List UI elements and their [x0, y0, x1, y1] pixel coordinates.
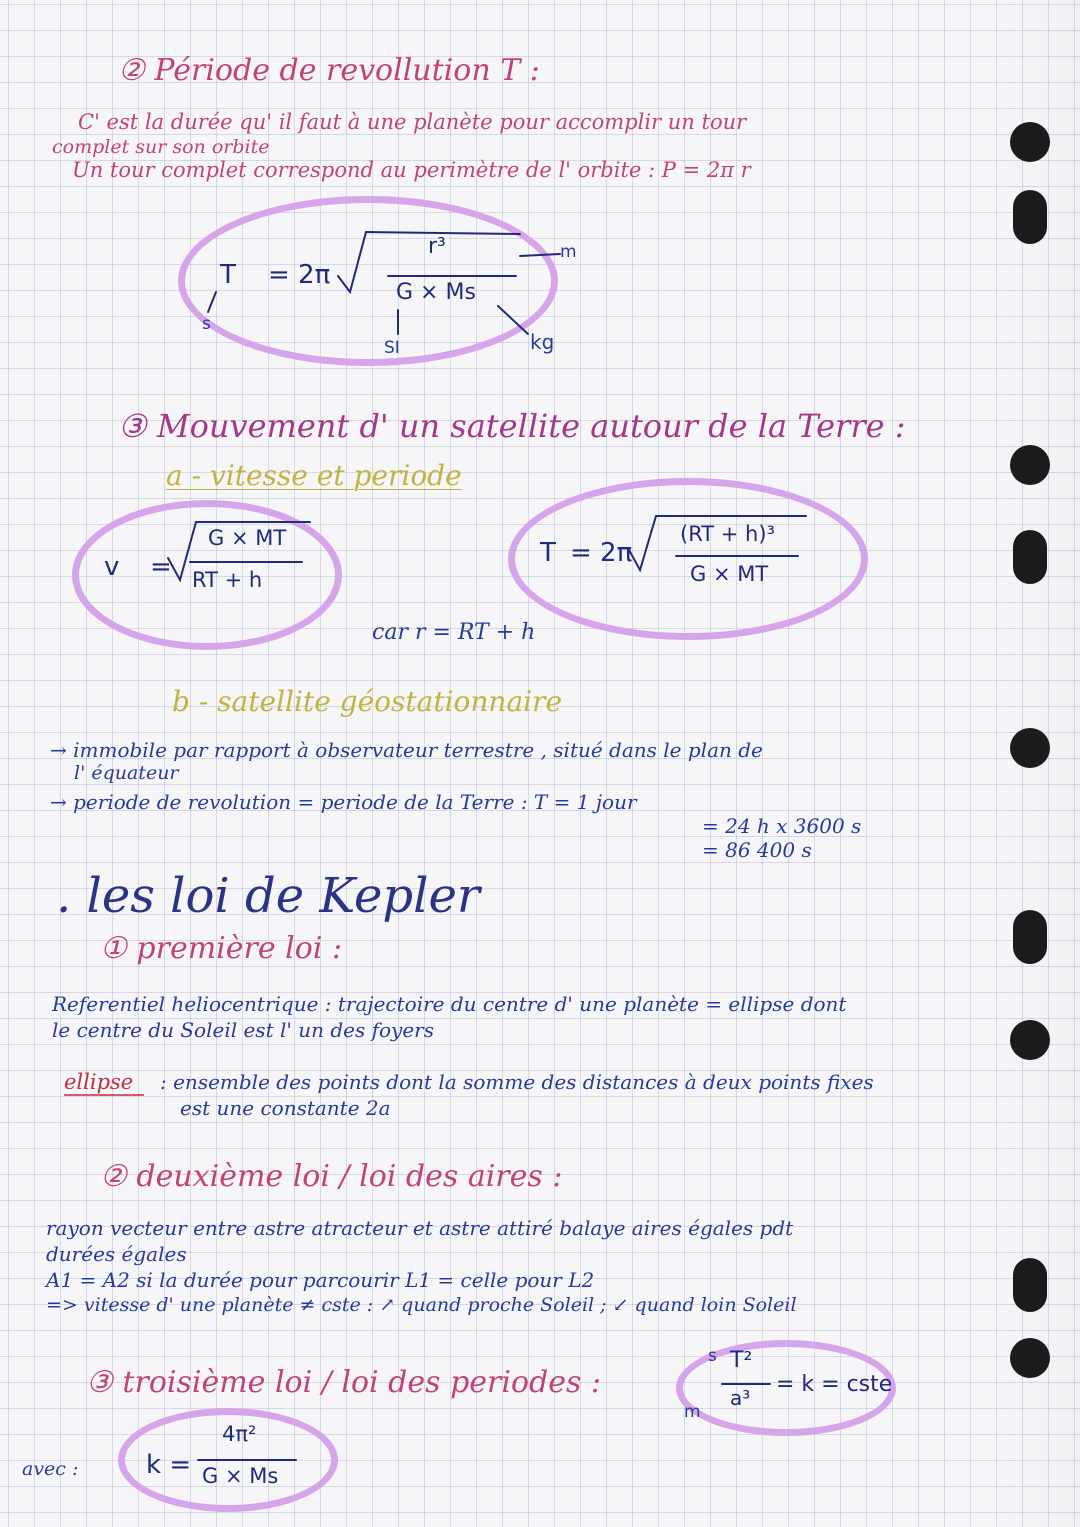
geo-line3: → periode de revolution = periode de la Terre : T = 1 jour [50, 790, 637, 814]
formula-v-den: RT + h [192, 568, 263, 592]
formula-T-lhs: T [220, 260, 236, 290]
law3-num: T² [730, 1348, 753, 1373]
kepler-law2-title: ② deuxième loi / loi des aires : [100, 1159, 563, 1194]
radical-T2 [628, 516, 806, 570]
unit-m: m [560, 242, 577, 262]
law2-line1: rayon vecteur entre astre atracteur et astre attiré balaye aires égales pdt [46, 1216, 794, 1240]
formula-T2-den: G × MT [690, 562, 769, 586]
unit-kg: kg [530, 330, 555, 354]
law3-rhs: = k = cste [776, 1372, 893, 1397]
ellipse-label: ellipse [64, 1070, 134, 1094]
law1-line2: le centre du Soleil est l' un des foyers [52, 1018, 434, 1042]
k-den: G × Ms [202, 1464, 279, 1488]
section3-sub-b: b - satellite géostationnaire [172, 685, 563, 718]
formula-T-num: r³ [428, 234, 446, 259]
unit-si: SI [384, 338, 400, 358]
geo-line2: l' équateur [74, 762, 179, 784]
formula-v-lhs: v [104, 552, 120, 582]
law2-line4: => vitesse d' une planète ≠ cste : ↗ quand proche Soleil ; ↙ quand loin Soleil [46, 1294, 797, 1316]
geo-line5: = 86 400 s [702, 838, 812, 862]
pointer-m [520, 254, 560, 256]
geo-line4: = 24 h x 3600 s [702, 814, 862, 838]
section2-line1: C' est la durée qu' il faut à une planète pour accomplir un tour [78, 110, 747, 134]
ellipse-line1: : ensemble des points dont la somme des distances à deux points fixes [160, 1070, 874, 1094]
law3-unit-m: m [684, 1402, 701, 1422]
law2-line3: A1 = A2 si la durée pour parcourir L1 = celle pour L2 [46, 1268, 595, 1292]
k-num: 4π² [222, 1422, 257, 1446]
formula-T-eq: = 2π [268, 260, 331, 290]
kepler-title: . les loi de Kepler [56, 868, 480, 924]
unit-s: s [202, 314, 211, 334]
formula-v-eq: = [150, 552, 172, 582]
section3-title: ③ Mouvement d' un satellite autour de la Terre : [118, 407, 906, 445]
formula-T2-lhs: T [540, 538, 556, 568]
law3-unit-s: s [708, 1346, 717, 1366]
section2-title: ② Période de revollution T : [118, 53, 540, 88]
formula-T-den: G × Ms [396, 280, 476, 305]
law1-line1: Referentiel heliocentrique : trajectoire du centre d' une planète = ellipse dont [52, 992, 847, 1016]
car-relation: car r = RT + h [372, 620, 536, 645]
law2-line2: durées égales [46, 1242, 187, 1266]
kepler-law3-title: ③ troisième loi / loi des periodes : [86, 1365, 602, 1400]
section3-sub-a: a - vitesse et periode [166, 459, 462, 492]
formula-T2-num: (RT + h)³ [680, 522, 775, 546]
radical-v [168, 522, 310, 580]
section2-line3: Un tour complet correspond au perimètre de l' orbite : P = 2π r [72, 158, 751, 182]
kepler-law1-title: ① première loi : [100, 931, 343, 966]
formula-v-num: G × MT [208, 526, 287, 550]
law3-den: a³ [730, 1386, 751, 1410]
pointer-kg [498, 306, 528, 334]
formula-T2-eq: = 2π [570, 538, 633, 568]
ellipse-line2: est une constante 2a [180, 1096, 391, 1120]
avec-label: avec : [22, 1458, 79, 1480]
section2-line2: complet sur son orbite [52, 136, 270, 158]
radical-T [338, 232, 520, 292]
geo-line1: → immobile par rapport à observateur terrestre , situé dans le plan de [50, 738, 763, 762]
k-lhs: k = [146, 1450, 192, 1480]
pointer-s [208, 292, 216, 312]
